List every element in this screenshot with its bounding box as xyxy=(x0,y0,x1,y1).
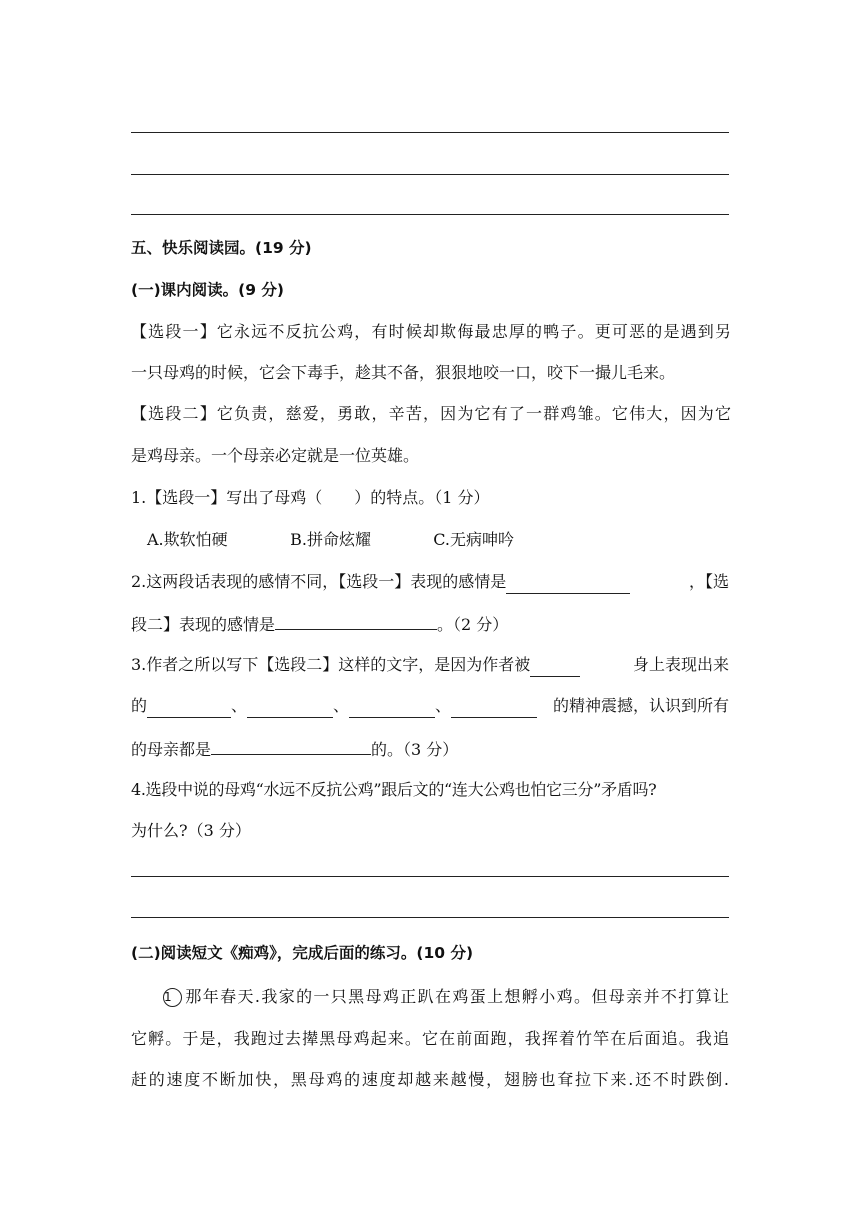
separator: 、 xyxy=(333,696,350,715)
answer-line[interactable] xyxy=(131,174,729,175)
question-2-text: 段二】表现的感情是 xyxy=(131,615,276,634)
answer-blank[interactable] xyxy=(211,736,371,755)
part1-title: (一)课内阅读。(9 分) xyxy=(131,281,285,299)
part2-passage-line xyxy=(131,985,729,1009)
answer-line[interactable] xyxy=(131,917,729,918)
answer-blank[interactable] xyxy=(147,699,231,718)
answer-line[interactable] xyxy=(131,876,729,877)
part2-passage-line: 赶的速度不断加快，黑母鸡的速度却越来越慢，翅膀也耷拉下来.还不时跌倒. xyxy=(131,1070,729,1089)
question-2-text: 2.这两段话表现的感情不同，【选段一】表现的感情是 xyxy=(131,572,507,591)
paragraph-number: 1 xyxy=(163,988,182,1007)
question-3-line3 xyxy=(131,736,731,762)
question-3-text: 3.作者之所以写下【选段二】这样的文字，是因为作者被 xyxy=(131,655,531,674)
passage-line: 是鸡母亲。一个母亲必定就是一位英雄。 xyxy=(131,446,420,465)
question-4-cont: 为什么?（3 分） xyxy=(131,821,251,840)
question-4: 4.选段中说的母鸡“水远不反抗公鸡”跟后文的“连大公鸡也怕它三分”矛盾吗? xyxy=(131,780,657,799)
question-2-line2 xyxy=(131,611,731,637)
question-2-line1 xyxy=(131,570,729,594)
answer-blank[interactable] xyxy=(451,699,537,718)
question-1: 1.【选段一】写出了母鸡（ ）的特点。（1 分） xyxy=(131,488,490,507)
part2-passage-text: 那年春天.我家的一只黑母鸡正趴在鸡蛋上想孵小鸡。但母亲并不打算让 xyxy=(184,987,729,1006)
separator: 、 xyxy=(435,696,452,715)
option-a[interactable]: A.欺软怕硬 xyxy=(147,530,228,549)
question-3-text: 身上表现出来 xyxy=(632,655,729,674)
question-3-text: 的精神震撼，认识到所有 xyxy=(552,696,729,715)
question-3-text: 的。（3 分） xyxy=(371,740,459,759)
answer-line[interactable] xyxy=(131,214,729,215)
question-3-line1 xyxy=(131,653,729,677)
question-3-text: 的 xyxy=(131,696,148,715)
question-2-text: 。（2 分） xyxy=(437,615,509,634)
question-1-options xyxy=(131,528,747,552)
answer-blank[interactable] xyxy=(530,658,580,677)
answer-blank[interactable] xyxy=(275,611,437,630)
option-c[interactable]: C.无病呻吟 xyxy=(433,530,514,549)
question-3-text: 的母亲都是 xyxy=(131,740,212,759)
answer-line[interactable] xyxy=(131,132,729,133)
passage-line: 【选段一】它永远不反抗公鸡，有时候却欺侮最忠厚的鸭子。更可恶的是遇到另 xyxy=(131,322,731,341)
question-2-text: ，【选 xyxy=(688,572,729,591)
answer-blank[interactable] xyxy=(506,575,630,594)
answer-blank[interactable] xyxy=(247,699,333,718)
part2-title: (二)阅读短文《痴鸡》，完成后面的练习。(10 分) xyxy=(131,944,474,962)
passage-line: 【选段二】它负责，慈爱，勇敢，辛苦，因为它有了一群鸡雏。它伟大，因为它 xyxy=(131,404,731,423)
section-title: 五、快乐阅读园。(19 分) xyxy=(131,239,312,257)
part2-passage-line: 它孵。于是，我跑过去撵黑母鸡起来。它在前面跑，我挥着竹竿在后面追。我追 xyxy=(131,1029,729,1048)
answer-blank[interactable] xyxy=(349,699,435,718)
passage-line: 一只母鸡的时候，它会下毒手，趁其不备，狠狠地咬一口，咬下一撮儿毛来。 xyxy=(131,363,676,382)
option-b[interactable]: B.拼命炫耀 xyxy=(290,530,371,549)
separator: 、 xyxy=(231,696,248,715)
question-3-line2 xyxy=(131,694,729,718)
